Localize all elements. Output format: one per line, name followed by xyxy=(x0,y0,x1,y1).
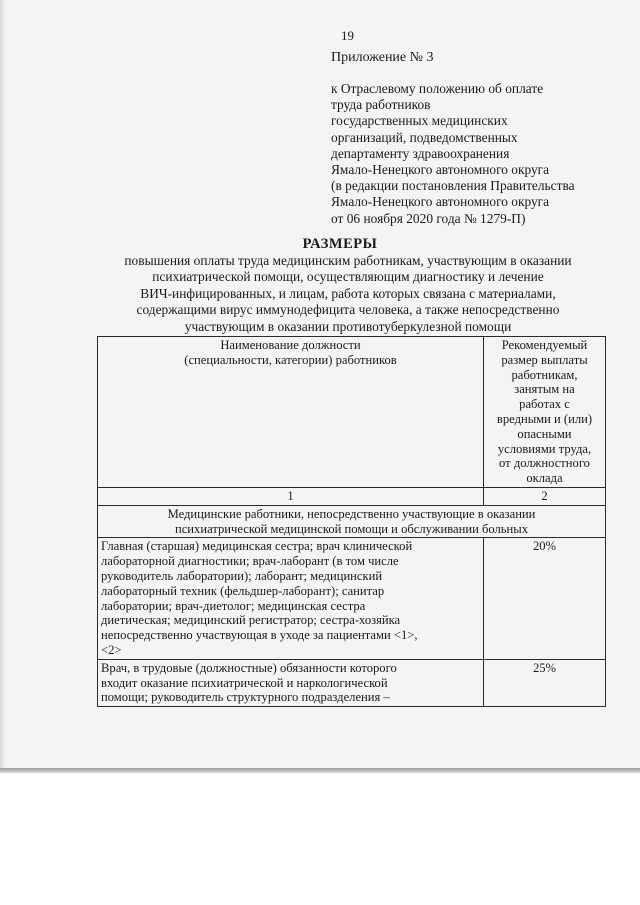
section-row xyxy=(98,505,606,538)
subtitle-line: содержащими вирус иммунодефицита человека, а также непосредственно xyxy=(136,302,560,318)
appendix-line: от 06 ноября 2020 года № 1279-П) xyxy=(331,210,526,226)
appendix-line: Ямало-Ненецкого автономного округа xyxy=(331,194,550,210)
appendix-line: государственных медицинских xyxy=(331,113,508,129)
page-number: 19 xyxy=(341,28,354,43)
column-number: 2 xyxy=(484,487,606,505)
appendix-line: организаций, подведомственных xyxy=(331,129,518,145)
section-heading: Медицинские работники, непосредственно участвующие в оказании психиатрической медицинской помощи и обслуживании больных xyxy=(98,505,606,538)
header-rate: Рекомендуемый размер выплаты работникам, занятым на работах с вредными и (или) опасными условиями труда, от должностного оклада xyxy=(484,337,606,488)
subtitle-line: психиатрической помощи, осуществляющим диагностику и лечение xyxy=(152,269,544,285)
table-row xyxy=(98,538,606,659)
appendix-line: (в редакции постановления Правительства xyxy=(331,178,575,194)
column-number: 1 xyxy=(98,487,484,505)
scan-shadow xyxy=(0,0,6,772)
rates-table xyxy=(97,336,606,707)
appendix-line: департаменту здравоохранения xyxy=(331,145,510,161)
subtitle-line: участвующим в оказании противотуберкулезной помощи xyxy=(184,318,512,334)
scan-edge xyxy=(0,768,640,773)
appendix-title: Приложение № 3 xyxy=(331,50,434,65)
rate-cell: 25% xyxy=(484,659,606,706)
position-cell: Врач, в трудовые (должностные) обязанности которого входит оказание психиатрической и наркологической помощи; руководитель структурного подразделения – xyxy=(98,659,484,706)
appendix-line: к Отраслевому положению об оплате xyxy=(331,81,544,96)
appendix-line: труда работников xyxy=(331,97,431,113)
subtitle-line: ВИЧ-инфицированных, и лицам, работа которых связана с материалами, xyxy=(140,285,556,301)
rate-cell: 20% xyxy=(484,538,606,659)
table-row xyxy=(98,659,606,706)
appendix-line: Ямало-Ненецкого автономного округа xyxy=(331,162,550,178)
column-number-row xyxy=(98,487,606,505)
document-title: РАЗМЕРЫ xyxy=(302,236,378,252)
table-header-row xyxy=(98,337,606,488)
position-cell: Главная (старшая) медицинская сестра; врач клинической лабораторной диагностики; врач-лаборант (в том числе руководитель лаборатории); лаборант; медицинский лабораторный техник (фельдшер-лаборант); санитар лаборатории; врач-диетолог; медицинская сестра диетическая; медицинский регистратор; сестра-хозяйка непосредственно участвующая в уходе за пациентами <1>, <2> xyxy=(98,538,484,659)
header-position-name: Наименование должности (специальности, категории) работников xyxy=(98,337,484,488)
appendix-reference xyxy=(331,81,631,227)
subtitle-line: повышения оплаты труда медицинским работникам, участвующим в оказании xyxy=(124,253,572,268)
document-subtitle xyxy=(80,253,616,335)
